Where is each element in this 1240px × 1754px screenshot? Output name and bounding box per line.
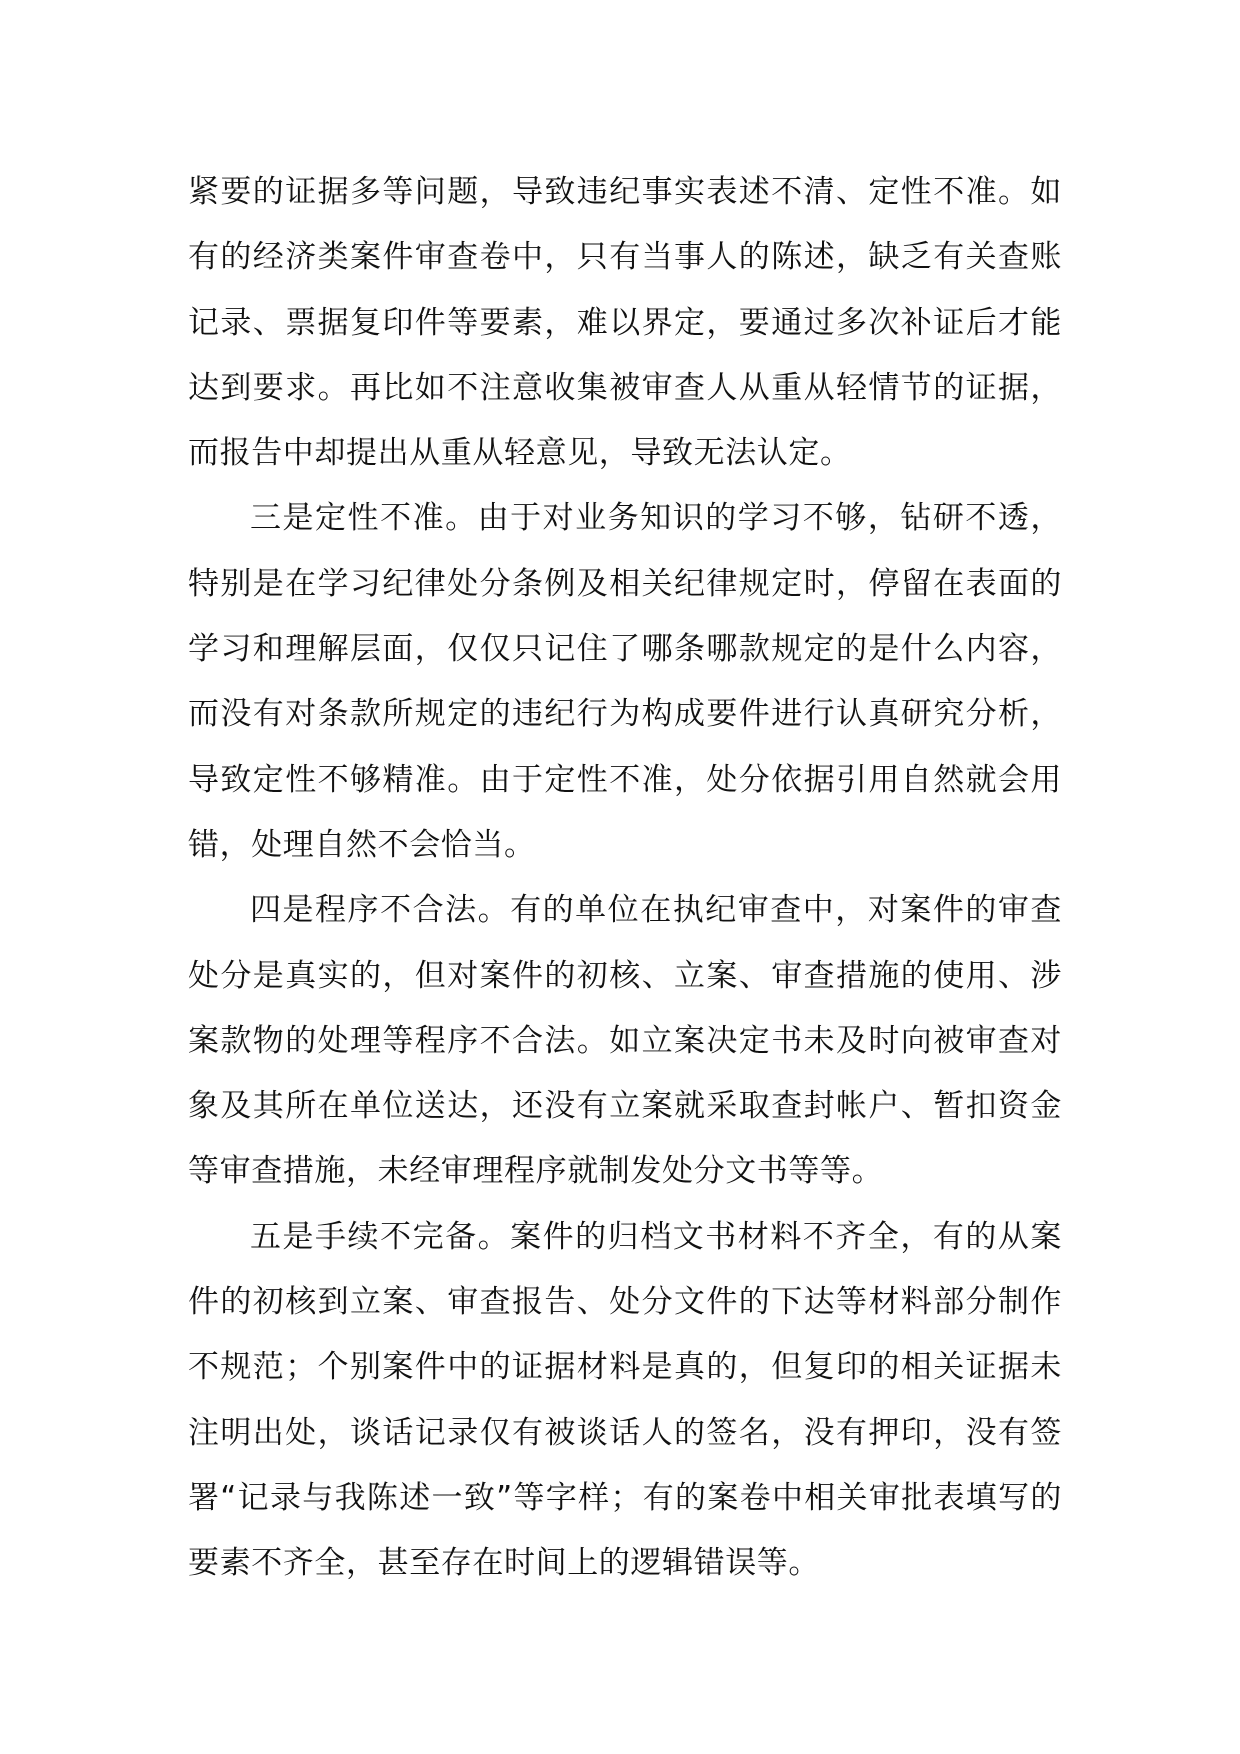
document-page <box>188 160 1062 1597</box>
paragraph-incomplete-formalities: 五是手续不完备。案件的归档文书材料不齐全，有的从案件的初核到立案、审查报告、处分文件的下达等材料部分制作不规范；个别案件中的证据材料是真的，但复印的相关证据未注明出处，谈话记录仅有被谈话人的签名，没有押印，没有签署“记录与我陈述一致”等字样；有的案卷中相关审批表填写的要素不齐全，甚至存在时间上的逻辑错误等。 <box>188 1218 1062 1582</box>
paragraph-inaccurate-characterization: 三是定性不准。由于对业务知识的学习不够，钻研不透，特别是在学习纪律处分条例及相关纪律规定时，停留在表面的学习和理解层面，仅仅只记住了哪条哪款规定的是什么内容，而没有对条款所规定的违纪行为构成要件进行认真研究分析，导致定性不够精准。由于定性不准，处分依据引用自然就会用错，处理自然不会恰当。 <box>188 500 1062 863</box>
paragraph-illegal-procedure: 四是程序不合法。有的单位在执纪审查中，对案件的审查处分是真实的，但对案件的初核、立案、审查措施的使用、涉案款物的处理等程序不合法。如立案决定书未及时向被审查对象及其所在单位送达，还没有立案就采取查封帐户、暂扣资金等审查措施，未经审理程序就制发处分文书等等。 <box>188 892 1062 1190</box>
paragraph-evidence-issues: 紧要的证据多等问题，导致违纪事实表述不清、定性不准。如有的经济类案件审查卷中，只有当事人的陈述，缺乏有关查账记录、票据复印件等要素，难以界定，要通过多次补证后才能达到要求。再比如不注意收集被审查人从重从轻情节的证据，而报告中却提出从重从轻意见，导致无法认定。 <box>188 174 1062 472</box>
